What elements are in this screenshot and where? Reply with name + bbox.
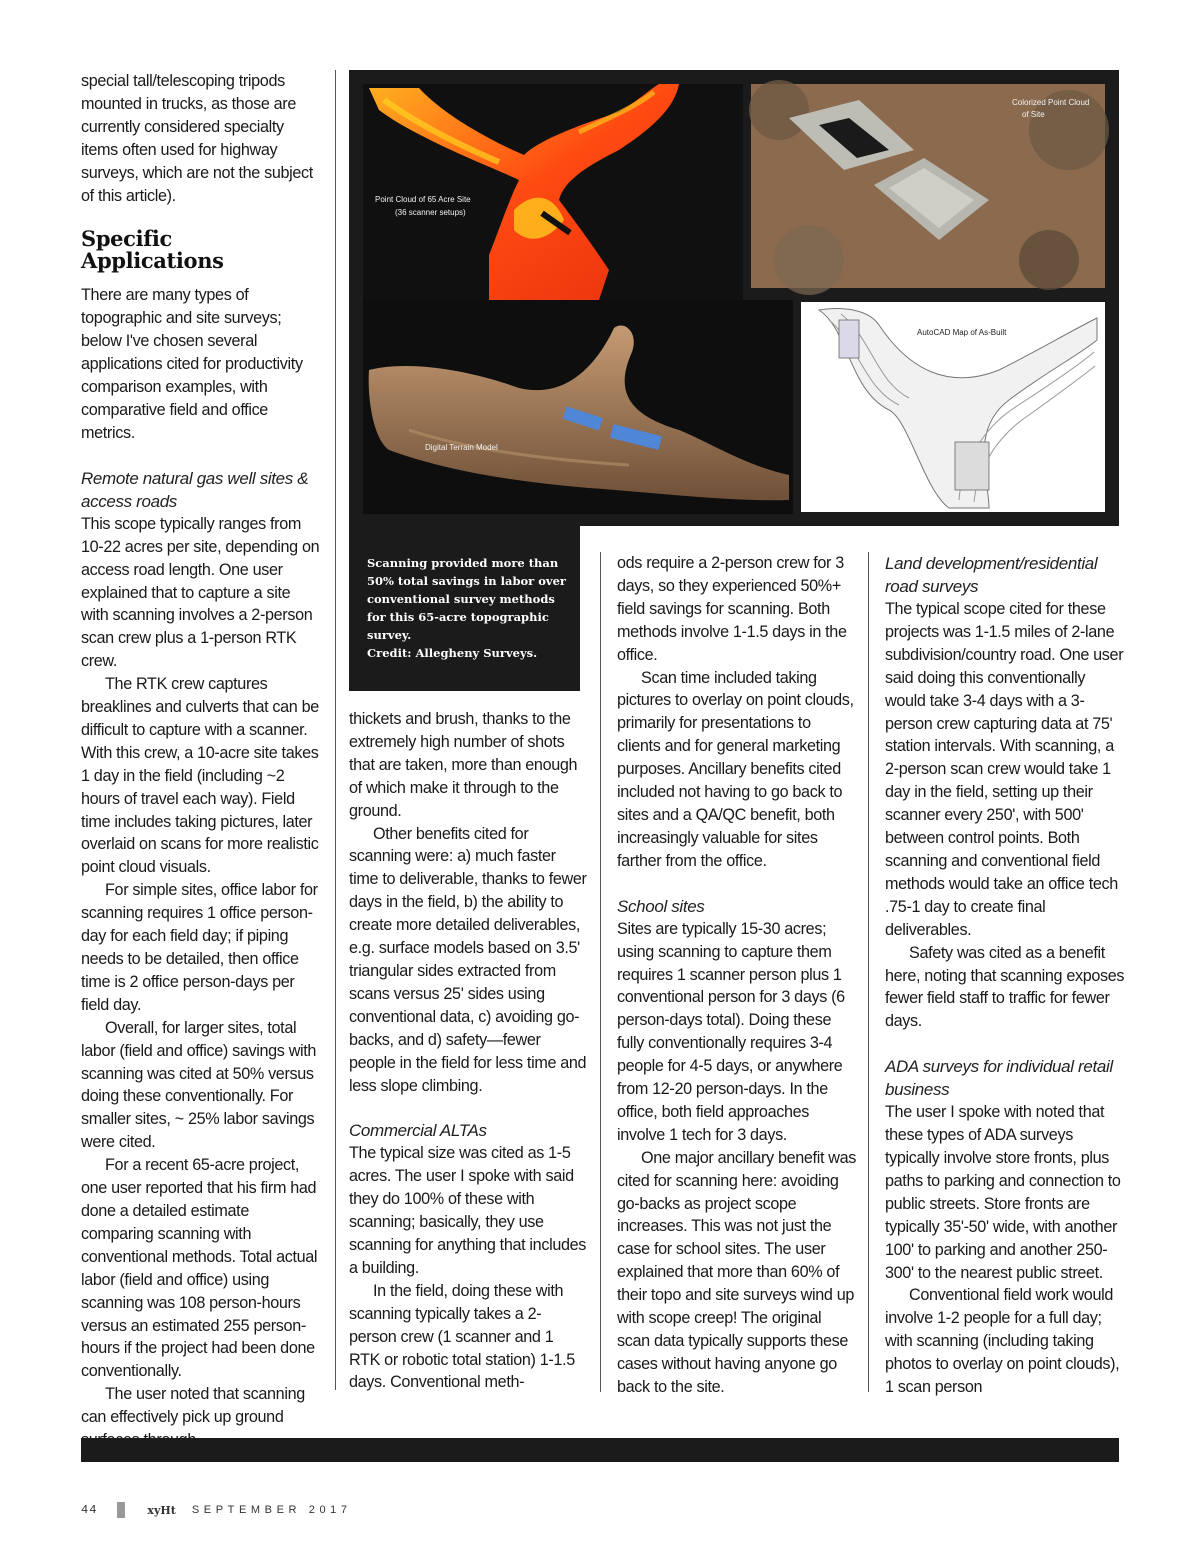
column-3	[617, 552, 857, 1399]
label-dtm: Digital Terrain Model	[425, 443, 498, 452]
column3-p1: ods require a 2-person crew for 3 days, so they experienced 50%+ field savings for scanning. Both methods involve 1-1.5 days in the office.	[617, 554, 847, 664]
column3-p4: One major ancillary benefit was cited for scanning here: avoiding go-backs as project scope increases. This was not just the case for school sites. The user explained that more than 60% of their topo and site surveys wind up with scope creep! The original scan data typically supports these cases without having anyone go back to the site.	[617, 1148, 856, 1396]
column2-p4: In the field, doing these with scanning typically takes a 2-person crew (1 scanner and 1 RTK or robotic total station) 1-1.5 days. Conventional meth-	[349, 1281, 575, 1392]
label-point-cloud: Point Cloud of 65 Acre Site	[375, 195, 471, 204]
caption-credit: Credit: Allegheny Surveys.	[367, 646, 538, 660]
point-cloud-image	[363, 84, 743, 300]
label-autocad: AutoCAD Map of As-Built	[917, 328, 1007, 337]
column4-p3: The user I spoke with noted that these types of ADA surveys typically involve store fronts, plus paths to parking and connection to public streets. Store fronts are typically 35'-50' wide, with another 100' to parking and another 250-300' to the nearest public street.	[885, 1103, 1121, 1282]
figure-caption	[349, 526, 580, 691]
column4-p1: The typical scope cited for these projects was 1-1.5 miles of 2-lane subdivision/country road. One user said doing this conventionally would take 3-4 days with a 3-person crew capturing data at 75' station intervals. With scanning, a 2-person scan crew would take 1 day in the field, setting up their scanner every 250', with 500' between control points. Both scanning and conventional field methods would take an office tech .75-1 day to create final deliverables.	[885, 600, 1124, 939]
column3-p2: Scan time included taking pictures to overlay on point clouds, primarily for presentations to clients and for general marketing purposes. Ancillary benefits cited included not having to go back to sites and a QA/QC benefit, both increasingly valuable for sites farther from the office.	[617, 668, 854, 870]
column1-p2: The RTK crew captures breaklines and culverts that can be difficult to capture with a scanner. With this crew, a 10-acre site takes 1 day in the field (including ~2 hours of travel each way). Field time includes taking pictures, later overlaid on scans for more realistic point cloud visuals.	[81, 675, 319, 877]
label-colorized-1: Colorized Point Cloud	[1012, 98, 1090, 107]
subheading-land-development: Land development/residential road surveys	[885, 554, 1098, 596]
column-rule-1	[335, 70, 336, 1390]
column4-p2: Safety was cited as a benefit here, noting that scanning exposes fewer field staff to traffic for fewer days.	[885, 943, 1125, 1031]
subheading-commercial-altas: Commercial ALTAs	[349, 1121, 487, 1141]
column2-p3: The typical size was cited as 1-5 acres. The user I spoke with said they do 100% of these with scanning; basically, they use scanning for anything that includes a building.	[349, 1144, 587, 1277]
digital-terrain-model-image	[363, 300, 793, 514]
autocad-map-image	[801, 302, 1105, 512]
column1-lead: There are many types of topographic and site surveys; below I've chosen several applications cited for productivity comparison examples, with comparative field and office metrics.	[81, 286, 303, 442]
column1-p1: This scope typically ranges from 10-22 acres per site, depending on access road length. One user explained that to capture a site with scanning involves a 2-person scan crew plus a 1-person RTK crew.	[81, 514, 320, 671]
label-setups: (36 scanner setups)	[395, 208, 466, 217]
subheading-school-sites: School sites	[617, 896, 705, 916]
column-2	[349, 708, 587, 1394]
column4-p4: Conventional field work would involve 1-2 people for a full day; with scanning (including taking photos to overlay on point clouds), 1 scan person	[885, 1286, 1120, 1397]
column3-p3: Sites are typically 15-30 acres; using scanning to capture them requires 1 scanner person plus 1 conventional person for 3 days (6 person-days total). Doing these fully conventionally requires 3-4 people for 4-5 days, or anywhere from 12-20 person-days. In the office, both field approaches involve 1 tech for 3 days.	[617, 919, 845, 1144]
caption-text: Scanning provided more than 50% total savings in labor over conventional survey methods for this 65-acre topographic survey.	[367, 556, 566, 642]
magazine-name: xyHt	[147, 1503, 176, 1517]
subheading-ada-surveys: ADA surveys for individual retail business	[885, 1057, 1113, 1100]
column-rule-2	[600, 552, 601, 1392]
figure-panel	[349, 70, 1119, 526]
column1-p5: For a recent 65-acre project, one user reported that his firm had done a detailed estimate comparing scanning with conventional methods. Total actual labor (field and office) using scanning was 108 person-hours versus an estimated 255 person-hours if the project had been done conventionally.	[81, 1156, 318, 1381]
column2-p1: thickets and brush, thanks to the extremely high number of shots that are taken, more than enough of which make it through to the ground.	[349, 710, 578, 820]
section-heading: Specific Applications	[81, 226, 224, 274]
column-rule-3	[868, 552, 869, 1392]
column2-p2: Other benefits cited for scanning were: a) much faster time to deliverable, thanks to fewer days in the field, b) the ability to create more detailed deliverables, e.g. surface models based on 3.5' triangular sides extracted from scans versus 25' sides using conventional data, c) avoiding go-backs, and d) safety—fewer people in the field for less time and less slope climbing.	[349, 824, 587, 1095]
subheading-gas-wells: Remote natural gas well sites & access roads	[81, 468, 309, 511]
issue-date: SEPTEMBER 2017	[191, 1504, 352, 1516]
column1-intro: special tall/telescoping tripods mounted in trucks, as those are currently considered specialty items often used for highway surveys, which are not the subject of this article).	[81, 72, 313, 205]
column1-p4: Overall, for larger sites, total labor (field and office) savings with scanning was cited at 50% versus doing these conventionally. For smaller sites, ~ 25% labor savings were cited.	[81, 1018, 317, 1152]
column1-p3: For simple sites, office labor for scanning requires 1 office person-day for each field day; if piping needs to be detailed, then office time is 2 office person-days per field day.	[81, 881, 318, 1014]
page-folio	[81, 1502, 352, 1518]
column1-p6: The user noted that scanning can effectively pick up ground	[81, 1385, 305, 1427]
footer-bar	[81, 1438, 1119, 1462]
colorized-point-cloud-image	[749, 80, 1109, 295]
column-1	[81, 70, 321, 1452]
column-4	[885, 552, 1125, 1399]
label-colorized-2: of Site	[1022, 110, 1045, 119]
figure-collage	[349, 70, 1119, 526]
folio-square	[117, 1502, 125, 1518]
page-number: 44	[81, 1503, 98, 1517]
